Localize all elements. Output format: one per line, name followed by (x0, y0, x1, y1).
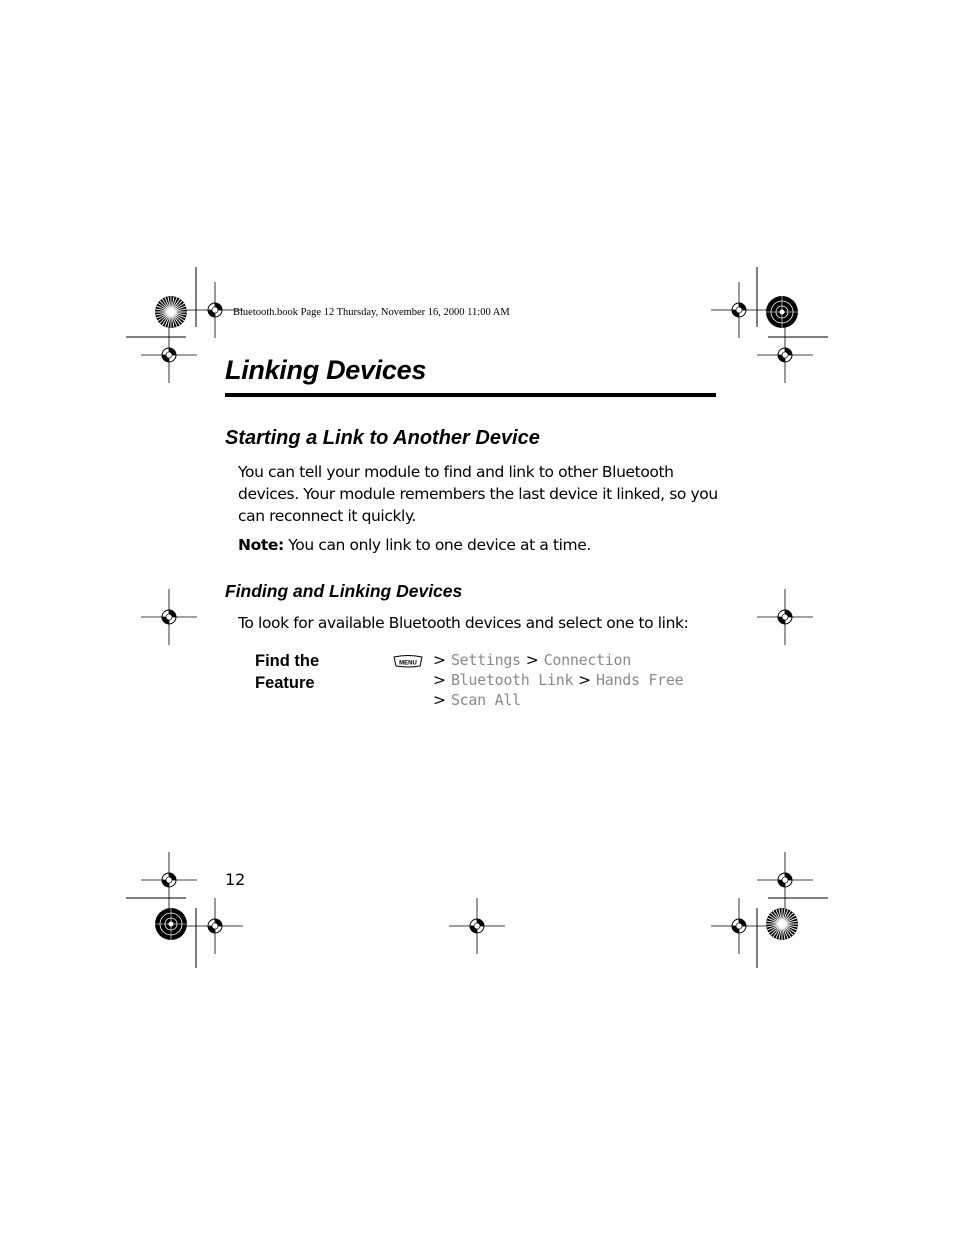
find-the-feature-label (255, 650, 319, 694)
menu-item-settings: Settings (450, 651, 521, 669)
menu-item-scan-all: Scan All (450, 691, 521, 709)
menu-item-bluetooth-link: Bluetooth Link (450, 671, 574, 689)
page-number: 12 (225, 870, 246, 889)
note-label: Note: (238, 536, 284, 554)
menu-path-line1 (433, 650, 683, 670)
section-heading: Starting a Link to Another Device (225, 427, 540, 449)
menu-key-label: MENU (399, 660, 417, 667)
menu-path-line3 (433, 690, 683, 710)
menu-key-icon (393, 655, 423, 669)
find-label-line2: Feature (255, 674, 315, 692)
subsection-intro: To look for available Bluetooth devices and select one to link: (238, 614, 689, 632)
note-text: You can only link to one device at a time. (283, 536, 591, 554)
path-separator: > (433, 671, 446, 689)
section-paragraph: You can tell your module to find and link to other Bluetooth devices. Your module remembers the last device it linked, so you can reconnect it quickly. (238, 463, 718, 525)
file-slug-line: Bluetooth.book Page 12 Thursday, November 16, 2000 11:00 AM (233, 307, 510, 318)
path-separator: > (433, 651, 446, 669)
chapter-title: Linking Devices (225, 355, 427, 385)
find-label-line1: Find the (255, 652, 320, 670)
menu-item-hands-free: Hands Free (596, 671, 684, 689)
path-separator: > (433, 691, 446, 709)
menu-path (433, 650, 683, 710)
title-rule (225, 393, 716, 397)
note (238, 536, 720, 554)
subsection-heading: Finding and Linking Devices (225, 581, 463, 601)
path-separator: > (578, 671, 592, 689)
menu-path-line2 (433, 670, 683, 690)
menu-item-connection: Connection (543, 651, 631, 669)
path-separator: > (525, 651, 539, 669)
